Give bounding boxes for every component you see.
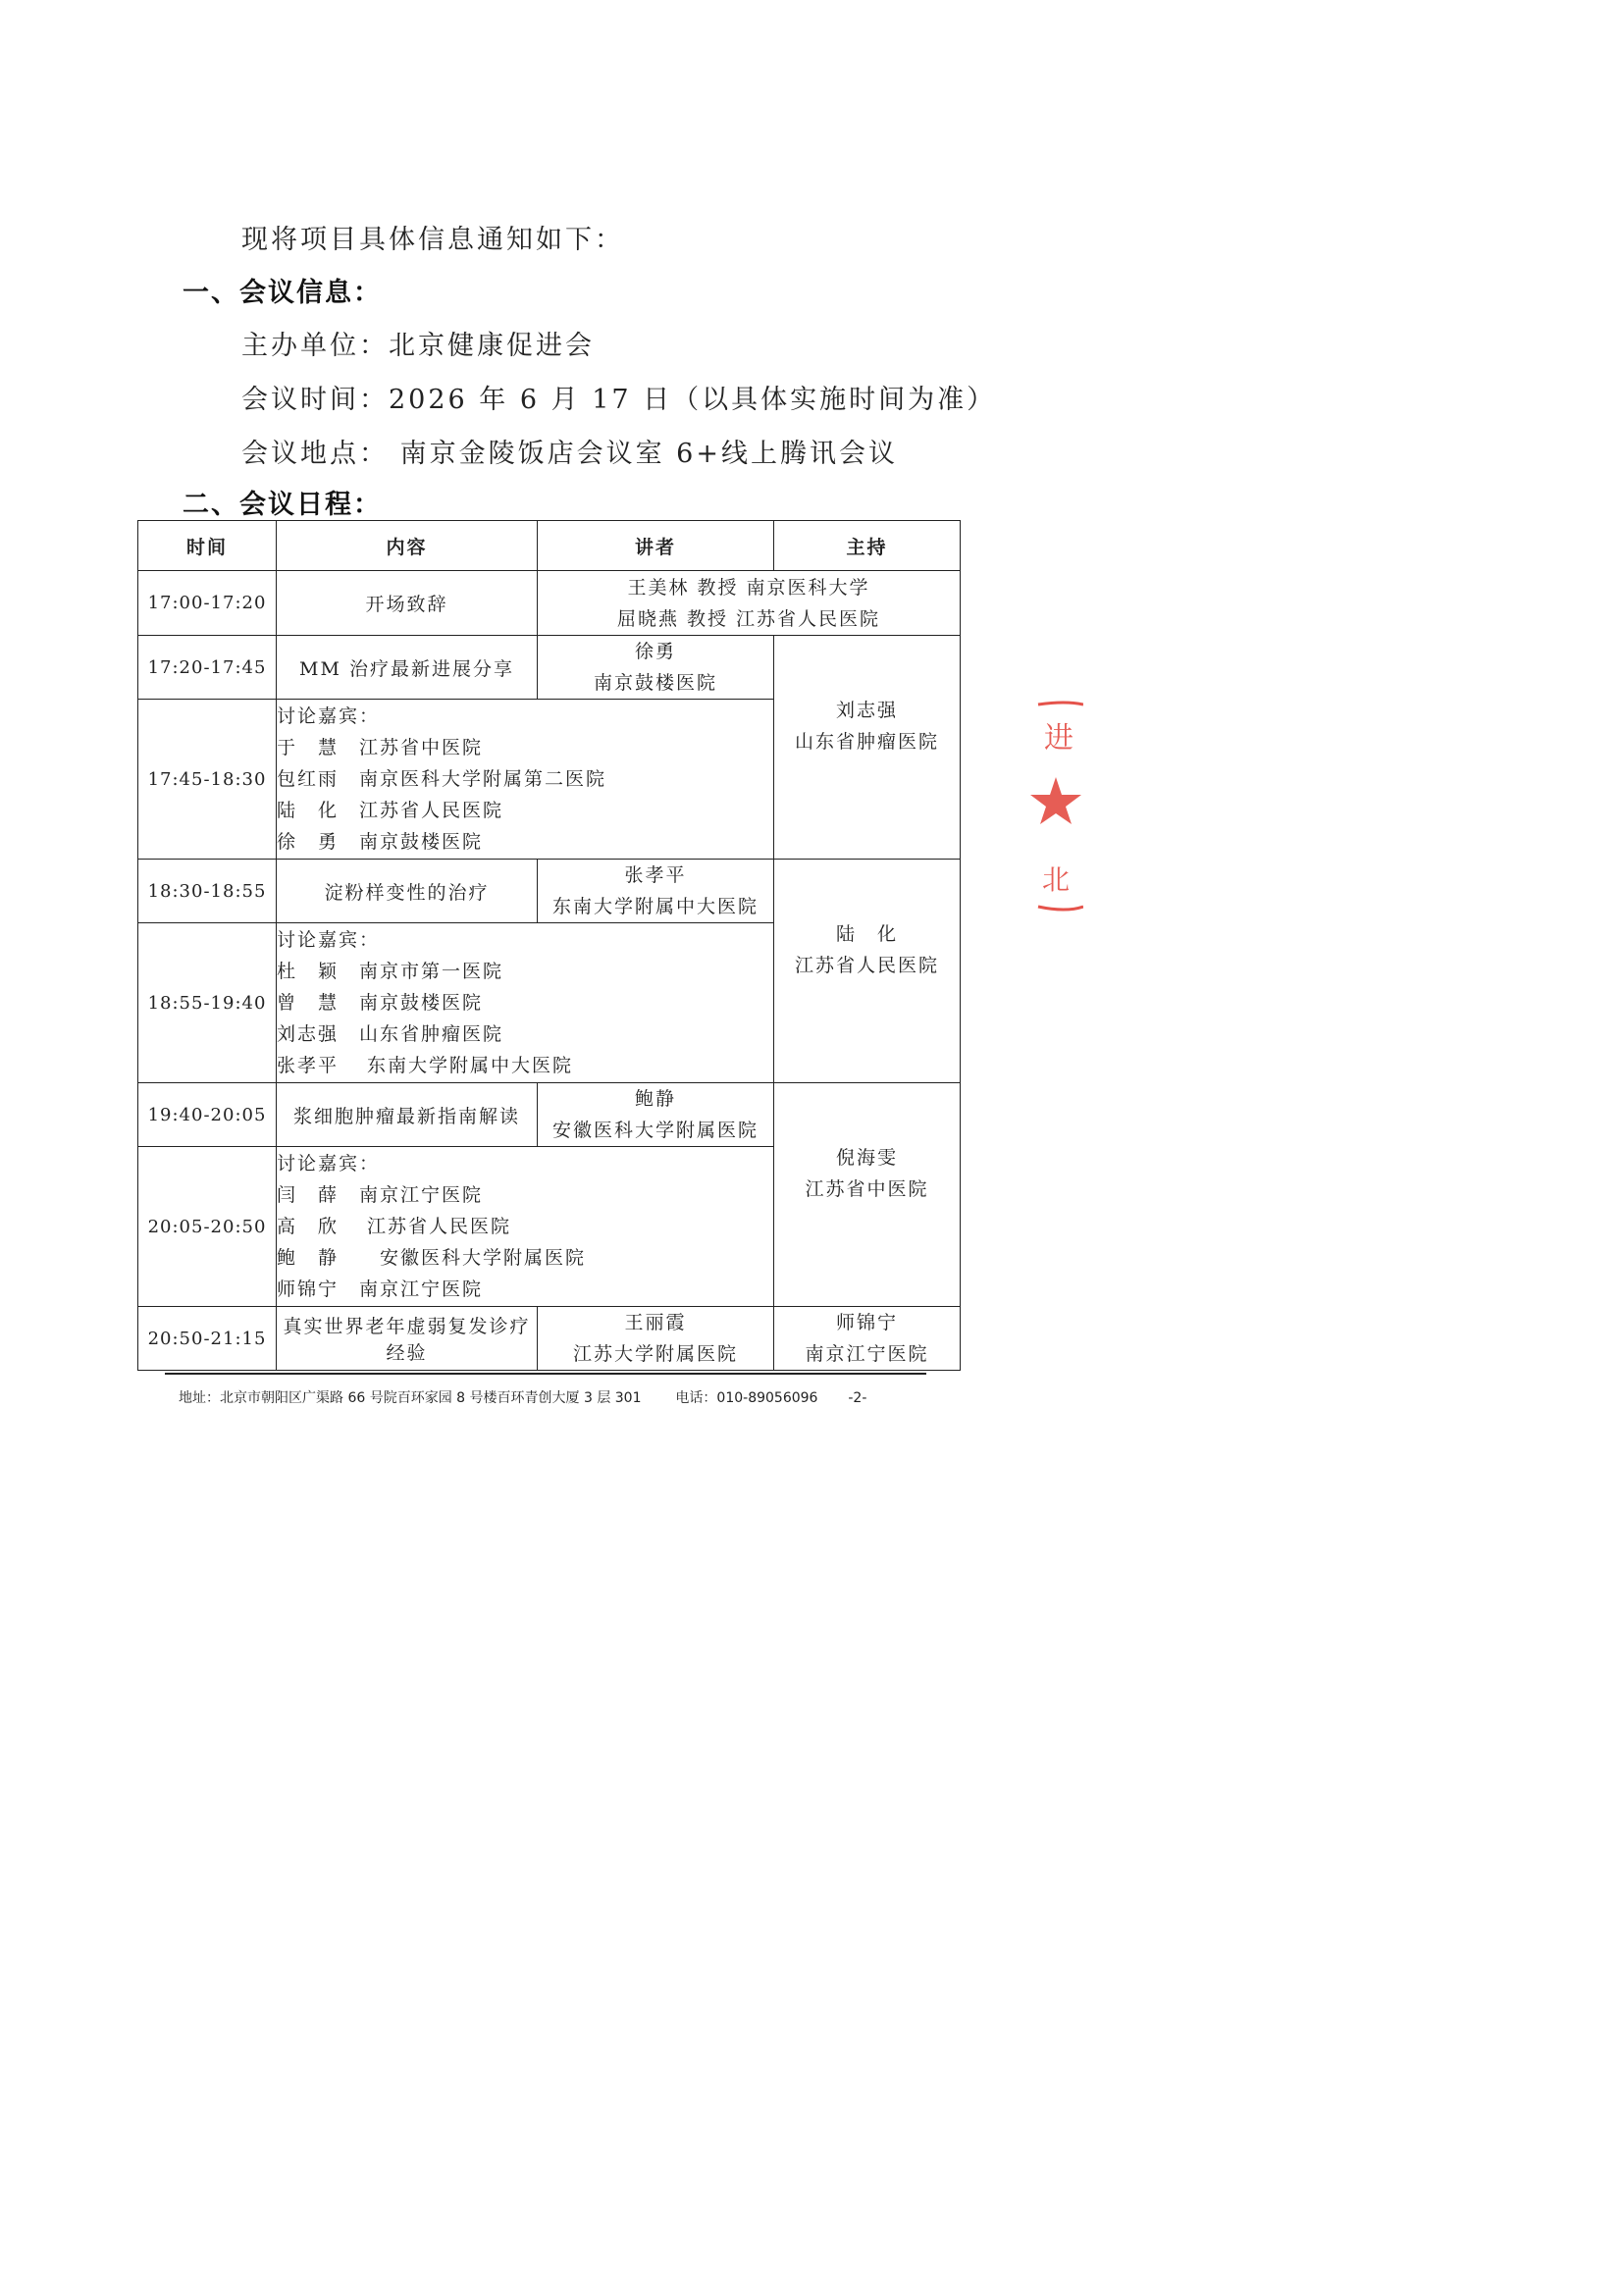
session-speaker <box>538 1083 774 1147</box>
discussion-label: 讨论嘉宾： <box>277 705 381 727</box>
table-row <box>138 1307 961 1371</box>
session-topic: MM 治疗最新进展分享 <box>277 636 538 700</box>
speaker-name: 徐勇 <box>634 641 676 662</box>
host-affiliation: 江苏省中医院 <box>805 1177 929 1200</box>
seal-icon <box>1017 697 1083 916</box>
table-row <box>138 860 961 923</box>
session-host <box>774 636 961 860</box>
page-footer <box>179 1387 866 1407</box>
speaker-name: 鲍静 <box>634 1088 676 1110</box>
session-topic: 开场致辞 <box>277 571 538 636</box>
speaker-affiliation: 安徽医科大学附属医院 <box>551 1120 759 1141</box>
host-affiliation: 南京江宁医院 <box>805 1343 929 1365</box>
official-seal-stamp <box>1017 697 1083 916</box>
session-topic: 浆细胞肿瘤最新指南解读 <box>277 1083 538 1147</box>
session-host <box>774 1083 961 1307</box>
session-host <box>774 860 961 1083</box>
discussion-label: 讨论嘉宾： <box>277 929 381 951</box>
meeting-time-line: 会议时间：2026 年 6 月 17 日（以具体实施时间为准） <box>241 385 997 415</box>
session-speaker <box>538 1307 774 1371</box>
page-number: -2- <box>848 1390 867 1406</box>
discussion-guests <box>277 700 774 860</box>
host-name: 师锦宁 <box>835 1312 898 1333</box>
guest-line: 闫 薛 南京江宁医院 <box>277 1184 484 1206</box>
footer-phone: 电话：010-89056096 <box>675 1390 818 1406</box>
section2-heading: 二、会议日程： <box>183 490 382 520</box>
footer-divider <box>165 1373 926 1375</box>
guest-line: 徐 勇 南京鼓楼医院 <box>277 831 484 853</box>
session-time: 20:50-21:15 <box>138 1307 277 1371</box>
speaker-affiliation: 东南大学附属中大医院 <box>551 896 759 917</box>
svg-text:进: 进 <box>1044 721 1073 756</box>
speaker-name: 张孝平 <box>624 864 687 886</box>
guest-line: 刘志强 山东省肿瘤医院 <box>277 1023 504 1045</box>
discussion-guests <box>277 923 774 1083</box>
guest-line: 师锦宁 南京江宁医院 <box>277 1278 484 1300</box>
schedule-table <box>137 520 961 1371</box>
header-content: 内容 <box>277 521 538 571</box>
session-time: 19:40-20:05 <box>138 1083 277 1147</box>
guest-line: 陆 化 江苏省人民医院 <box>277 800 504 821</box>
intro-text: 现将项目具体信息通知如下： <box>241 225 624 255</box>
guest-line: 高 欣 江苏省人民医院 <box>277 1216 512 1237</box>
session-time: 18:55-19:40 <box>138 923 277 1083</box>
table-header-row <box>138 521 961 571</box>
session-time: 17:00-17:20 <box>138 571 277 636</box>
speaker-affiliation: 南京鼓楼医院 <box>593 672 717 694</box>
speaker-name: 王丽霞 <box>624 1312 687 1333</box>
session-time: 17:45-18:30 <box>138 700 277 860</box>
header-host: 主持 <box>774 521 961 571</box>
organizer-line: 主办单位：北京健康促进会 <box>241 331 595 361</box>
session-speaker <box>538 636 774 700</box>
speaker-line: 屈晓燕 教授 江苏省人民医院 <box>616 607 881 630</box>
session-speakers <box>538 571 961 636</box>
guest-line: 曾 慧 南京鼓楼医院 <box>277 992 484 1014</box>
guest-line: 于 慧 江苏省中医院 <box>277 737 484 758</box>
meeting-venue-line: 会议地点： 南京金陵饭店会议室 6+线上腾讯会议 <box>241 439 898 469</box>
guest-line: 张孝平 东南大学附属中大医院 <box>277 1055 574 1076</box>
speaker-affiliation: 江苏大学附属医院 <box>572 1343 738 1365</box>
section1-heading: 一、会议信息： <box>183 278 382 308</box>
document-page <box>0 0 1083 1533</box>
session-topic: 淀粉样变性的治疗 <box>277 860 538 923</box>
guest-line: 鲍 静 安徽医科大学附属医院 <box>277 1247 587 1269</box>
session-speaker <box>538 860 774 923</box>
session-time: 20:05-20:50 <box>138 1147 277 1307</box>
speaker-line: 王美林 教授 南京医科大学 <box>627 576 870 599</box>
discussion-guests <box>277 1147 774 1307</box>
svg-text:北: 北 <box>1042 863 1071 896</box>
discussion-label: 讨论嘉宾： <box>277 1153 381 1174</box>
table-row <box>138 636 961 700</box>
host-name: 刘志强 <box>835 699 898 721</box>
header-time: 时间 <box>138 521 277 571</box>
table-row <box>138 571 961 636</box>
host-name: 陆 化 <box>835 922 898 945</box>
session-time: 17:20-17:45 <box>138 636 277 700</box>
session-host <box>774 1307 961 1371</box>
table-row <box>138 1083 961 1147</box>
guest-line: 包红雨 南京医科大学附属第二医院 <box>277 768 607 790</box>
session-topic: 真实世界老年虚弱复发诊疗经验 <box>277 1307 538 1371</box>
host-name: 倪海雯 <box>835 1146 898 1169</box>
session-time: 18:30-18:55 <box>138 860 277 923</box>
header-speaker: 讲者 <box>538 521 774 571</box>
host-affiliation: 山东省肿瘤医院 <box>794 730 939 753</box>
footer-address: 地址：北京市朝阳区广渠路 66 号院百环家园 8 号楼百环青创大厦 3 层 301 <box>179 1390 642 1406</box>
guest-line: 杜 颖 南京市第一医院 <box>277 961 504 982</box>
host-affiliation: 江苏省人民医院 <box>794 954 939 976</box>
